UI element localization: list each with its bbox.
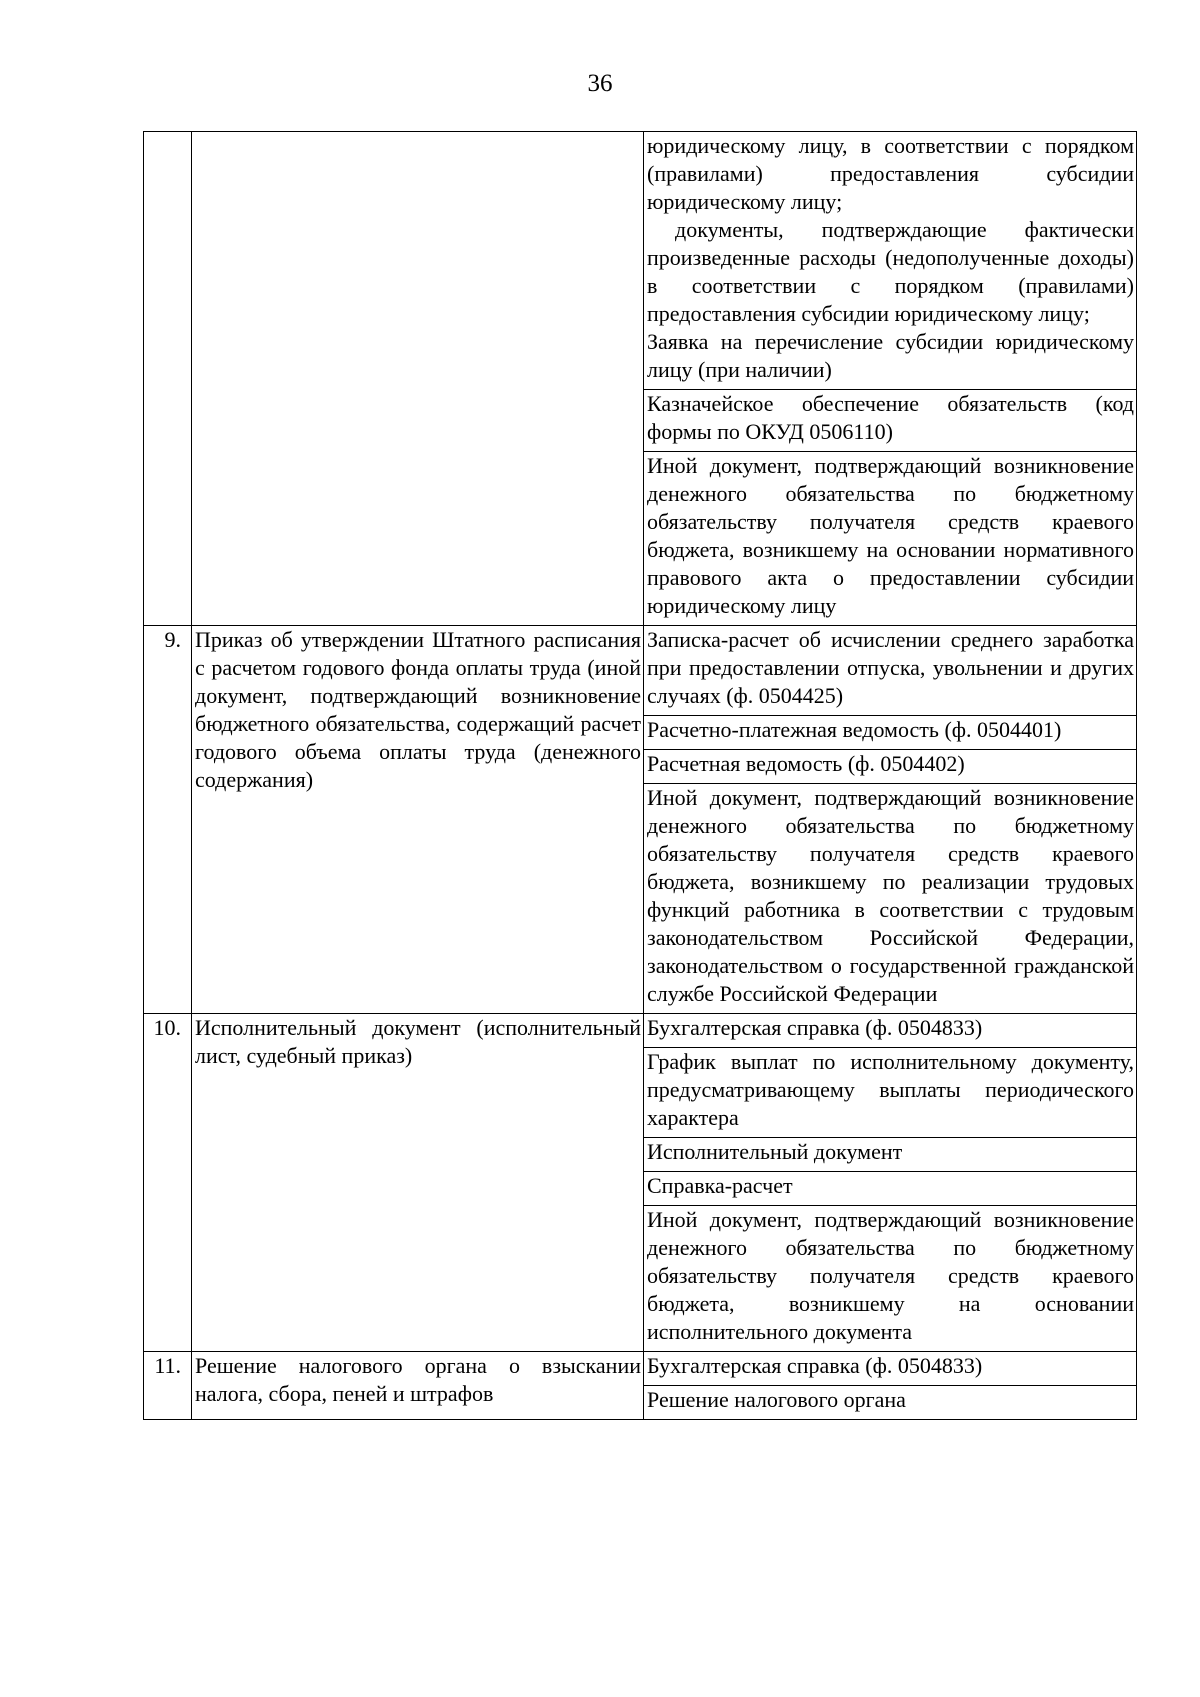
document-cell: Записка-расчет об исчислении среднего заработка при предоставлении отпуска, увольнении и других случаях (ф. 0504425) [644,626,1137,716]
table-row [144,1014,1137,1048]
document-cell: Иной документ, подтверждающий возникновение денежного обязательства по бюджетному обязательству получателя средств краевого бюджета, возникшему на основании нормативного правового акта о предоставлении субсидии юридическому лицу [644,452,1137,626]
document-paragraph: Заявка на перечисление субсидии юридическому лицу (при наличии) [647,329,1134,382]
row-basis: Приказ об утверждении Штатного расписания с расчетом годового фонда оплаты труда (иной документ, подтверждающий возникновение бюджетного обязательства, содержащий расчет годового объема оплаты труда (денежного содержания) [192,626,644,1014]
document-cell [644,132,1137,390]
document-cell: Исполнительный документ [644,1138,1137,1172]
document-cell: Справка-расчет [644,1172,1137,1206]
document-cell: Бухгалтерская справка (ф. 0504833) [644,1352,1137,1386]
documents-table [143,131,1137,1420]
document-cell: Решение налогового органа [644,1386,1137,1420]
row-number [144,132,192,626]
table-row [144,1352,1137,1386]
table-row [144,132,1137,390]
document-cell: Иной документ, подтверждающий возникновение денежного обязательства по бюджетному обязательству получателя средств краевого бюджета, возникшему по реализации трудовых функций работника в соответствии с трудовым законодательством Российской Федерации, законодательством о государственной гражданской службе Российской Федерации [644,784,1137,1014]
row-number: 10. [144,1014,192,1352]
document-cell: Расчетная ведомость (ф. 0504402) [644,750,1137,784]
row-number: 9. [144,626,192,1014]
document-cell: График выплат по исполнительному документу, предусматривающему выплаты периодического характера [644,1048,1137,1138]
row-basis: Решение налогового органа о взыскании налога, сбора, пеней и штрафов [192,1352,644,1420]
document-cell: Бухгалтерская справка (ф. 0504833) [644,1014,1137,1048]
document-cell: Казначейское обеспечение обязательств (код формы по ОКУД 0506110) [644,390,1137,452]
page-number: 36 [587,70,613,97]
document-cell: Расчетно-платежная ведомость (ф. 0504401) [644,716,1137,750]
document-paragraph: документы, подтверждающие фактически произведенные расходы (недополученные доходы) в соответствии с порядком (правилами) предоставления субсидии юридическому лицу; [647,217,1134,326]
row-basis [192,132,644,626]
row-number: 11. [144,1352,192,1420]
document-paragraph: юридическому лицу, в соответствии с порядком (правилами) предоставления субсидии юридическому лицу; [647,133,1134,214]
row-basis: Исполнительный документ (исполнительный лист, судебный приказ) [192,1014,644,1352]
table-row [144,626,1137,716]
document-cell: Иной документ, подтверждающий возникновение денежного обязательства по бюджетному обязательству получателя средств краевого бюджета, возникшему на основании исполнительного документа [644,1206,1137,1352]
